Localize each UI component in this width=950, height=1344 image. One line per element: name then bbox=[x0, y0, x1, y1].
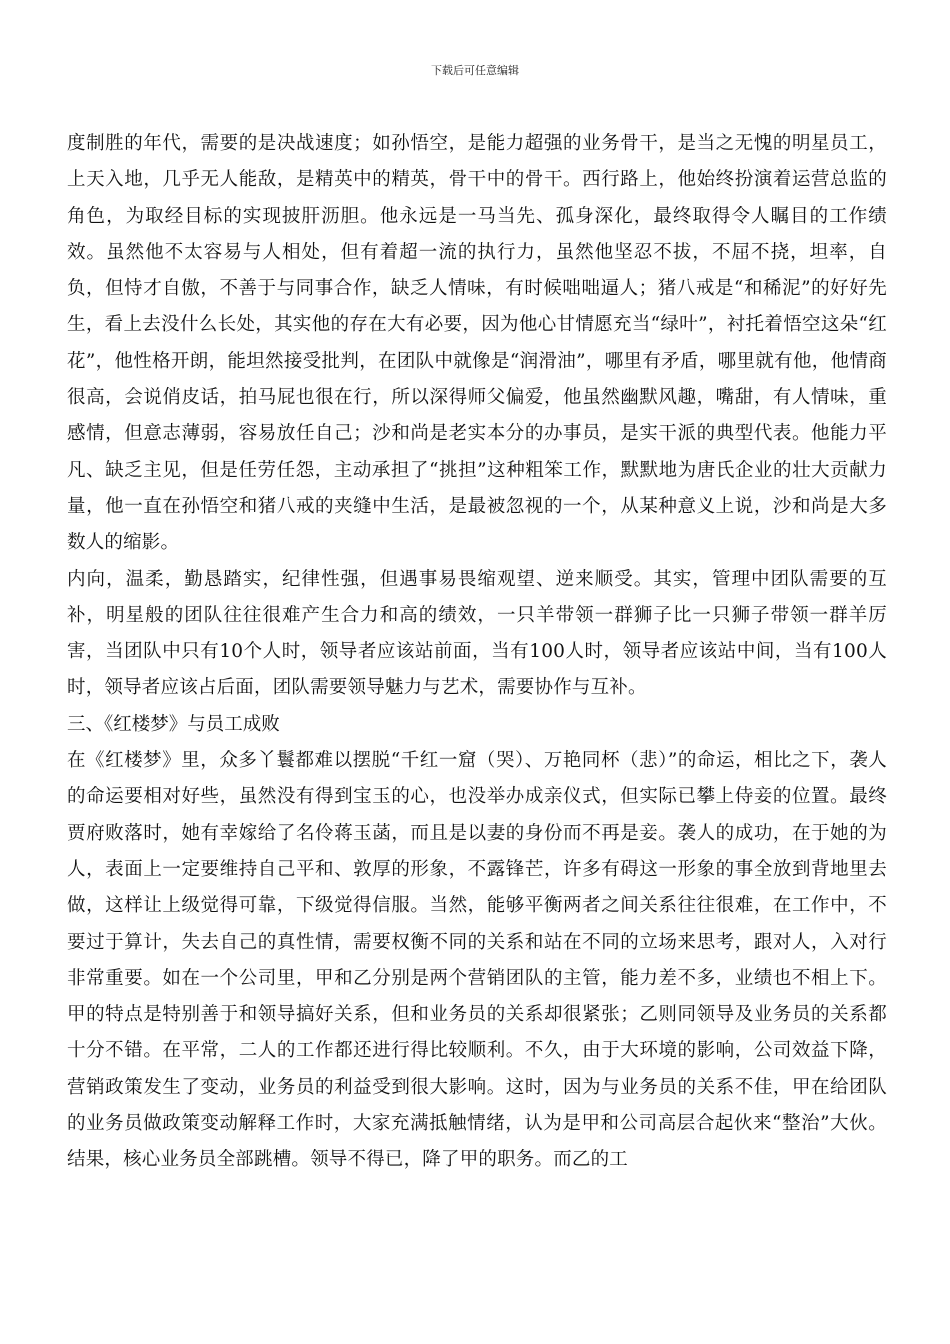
page-header-note: 下载后可任意编辑 bbox=[431, 64, 519, 77]
paragraph-xiren-success: 在《红楼梦》里，众多丫鬟都难以摆脱“千红一窟（哭）、万艳同杯（悲）”的命运，相比之下，袭人的命运要相对好些，虽然没有得到宝玉的心，也没举办成亲仪式，但实际已攀上侍妾的位置。最终贾府败落时，她有幸嫁给了名伶蒋玉菡，而且是以妻的身份而不再是妾。袭人的成功，在于她的为人，表面上一定要维持自己平和、敦厚的形象，不露锋芒，许多有碍这一形象的事全放到背地里去做，这样让上级觉得可靠，下级觉得信服。当然，能够平衡两者之间关系往往很难，在工作中，不要过于算计，失去自己的真性情，需要权衡不同的关系和站在不同的立场来思考，跟对人，入对行非常重要。如在一个公司里，甲和乙分别是两个营销团队的主管，能力差不多，业绩也不相上下。甲的特点是特别善于和领导搞好关系，但和业务员的关系却很紧张；乙则同领导及业务员的关系都十分不错。在平常，二人的工作都还进行得比较顺利。不久，由于大环境的影响，公司效益下降，营销政策发生了变动，业务员的利益受到很大影响。这时，因为与业务员的关系不佳，甲在给团队的业务员做政策变动解释工作时，大家充满抵触情绪，认为是甲和公司高层合起伙来“整治”大伙。结果，核心业务员全部跳槽。领导不得已，降了甲的职务。而乙的工 bbox=[67, 750, 887, 1171]
paragraph-team-complement: 内向，温柔，勤恳踏实，纪律性强，但遇事易畏缩观望、逆来顺受。其实，管理中团队需要的互补，明星般的团队往往很难产生合力和高的绩效，一只羊带领一群狮子比一只狮子带领一群羊厉害，当团队中只有10个人时，领导者应该站前面，当有100人时，领导者应该站中间，当有100人时，领导者应该占后面，团队需要领导魅力与艺术，需要协作与互补。 bbox=[67, 568, 887, 699]
paragraph-journey-team-roles: 度制胜的年代，需要的是决战速度；如孙悟空，是能力超强的业务骨干，是当之无愧的明星员工，上天入地，几乎无人能敌，是精英中的精英，骨干中的骨干。西行路上，他始终扮演着运营总监的角色，为取经目标的实现披肝沥胆。他永远是一马当先、孤身深化，最终取得令人瞩目的工作绩效。虽然他不太容易与人相处，但有着超一流的执行力，虽然他坚忍不拔，不屈不挠，坦率，自负，但恃才自傲，不善于与同事合作，缺乏人情味，有时候咄咄逼人；猪八戒是“和稀泥”的好好先生，看上去没什么长处，其实他的存在大有必要，因为他心甘情愿充当“绿叶”，衬托着悟空这朵“红花”，他性格开朗，能坦然接受批判，在团队中就像是“润滑油”，哪里有矛盾，哪里就有他，他情商很高，会说俏皮话，拍马屁也很在行，所以深得师父偏爱，他虽然幽默风趣，嘴甜，有人情味，重感情，但意志薄弱，容易放任自己；沙和尚是老实本分的办事员，是实干派的典型代表。他能力平凡、缺乏主见，但是任劳任怨，主动承担了“挑担”这种粗笨工作，默默地为唐氏企业的壮大贡献力量，他一直在孙悟空和猪八戒的夹缝中生活，是最被忽视的一个，从某种意义上说，沙和尚是大多数人的缩影。 bbox=[67, 133, 887, 554]
section-heading-hongloumeng: 三、《红楼梦》与员工成败 bbox=[67, 713, 280, 735]
document-body bbox=[67, 126, 887, 1179]
